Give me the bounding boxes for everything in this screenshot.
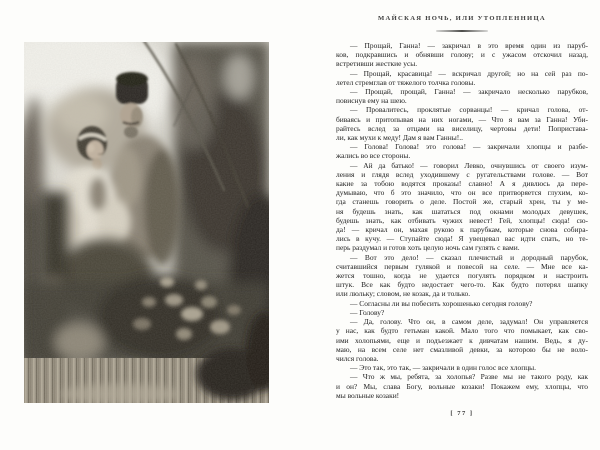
text-line: перь раздумал и готов хоть целую ночь сам гулять с вами. <box>336 243 520 253</box>
running-head: МАЙСКАЯ НОЧЬ, ИЛИ УТОПЛЕННИЦА <box>378 15 546 22</box>
text-line: летел стремглав от тяжелого толчка головы. <box>336 77 476 87</box>
text-line: — Голову? <box>350 307 385 317</box>
header-rule-ornament <box>436 30 488 32</box>
text-line: думываю, что б это значило, что он все притворяется глухим, ко- <box>336 188 588 198</box>
text-line: ления и глядя вслед уходившему с ругательствами голове. — Вот <box>336 169 588 179</box>
text-line: райтесь вслед за отцами на виселицу, чертовы дети! Попристава- <box>336 123 588 133</box>
text-line: жались во все стороны. <box>336 151 411 161</box>
illustration-painting <box>24 42 269 403</box>
text-line: штук. Все как будто недостает чего-то. Как будто потерял шапку <box>336 280 588 290</box>
text-line: маю, на всем селе нет смазливой девки, за которою бы не воло- <box>336 344 588 354</box>
illustration <box>24 42 269 403</box>
text-line: какие за тобою водятся проказы! славно! А я дивлюсь да пере- <box>336 179 588 189</box>
text-line: лись в кучу. — Ступайте сюда! Я увещевал вас идти спать, но те- <box>336 234 588 244</box>
text-line: ня будешь знать, как шататься под окнами молодых девушек, <box>336 206 588 216</box>
text-line: будешь знать, как отбивать чужих невест! Гей, хлопцы! сюда! сю- <box>336 215 588 225</box>
text-line: — Прощай, прощай, Ганна! — закричало несколько парубков, <box>350 87 588 97</box>
text-line: или люльку; словом, не козак, да и только. <box>336 289 471 299</box>
text-line: биваясь и притопывая на них ногами, — Что я вам за Ганна! Уби- <box>336 114 588 124</box>
text-line: — Да, голову. Что он, в самом деле, задумал! Он управляется <box>350 317 588 327</box>
text-line: — Вот это дело! — сказал плечистый и дородный парубок, <box>350 252 588 262</box>
text-line: — Голова! Голова! это голова! — закричали хлопцы и разбе- <box>350 142 588 152</box>
text-line: встретивши жесткие усы. <box>336 59 418 69</box>
text-line: ли, как мухи к меду! Дам я вам Ганны!.. <box>336 133 463 143</box>
text-line: считавшийся первым гулякой и повесой на селе. — Мне все ка- <box>336 261 588 271</box>
text-line: да! — кричал он, махая рукою к парубкам, которые снова собира- <box>336 225 588 235</box>
text-line: — Прощай, Ганна! — закричал в это время один из паруб- <box>350 41 588 50</box>
text-line: — Что ж мы, ребята, за холопья? Разве мы не такого роду, как <box>350 372 588 382</box>
text-line: — Это так, это так, — закричали в один голос все хлопцы. <box>350 363 537 373</box>
text-line: чился голова. <box>336 353 379 363</box>
text-line: гда станешь говорить о деле. Постой же, старый хрен, ты у ме- <box>336 197 588 207</box>
text-line: повиснув ему на шею. <box>336 96 407 106</box>
text-line: — Прощай, красавица! — вскричал другой; но на сей раз по- <box>350 68 588 78</box>
text-line: ков, подкравшись и обнявши голову; и с ужасом отскочил назад, <box>336 50 588 60</box>
page-text <box>336 41 588 400</box>
text-line: и он? Мы, слава Богу, вольные козаки! Покажем ему, хлопцы, что <box>336 381 588 391</box>
page-number: [ 77 ] <box>450 410 474 417</box>
text-line: — Согласны ли вы побесить хорошенько сегодня голову? <box>350 298 533 308</box>
text-line: у нас, как будто гетьман какой. Мало того что помыкает, как сво- <box>336 326 588 336</box>
text-line: жется тошно, когда не удается погулять порядком и настроить <box>336 271 588 281</box>
text-line: ими холопьями, еще и подъезжает к дивчатам нашим. Ведь, я ду- <box>336 335 588 345</box>
text-line: — Провалитесь, проклятые сорванцы! — кричал голова, от- <box>350 105 588 115</box>
text-line: — Ай да батько! — говорил Левко, очнувшись от своего изум- <box>350 160 588 170</box>
text-line: мы вольные козаки! <box>336 390 400 400</box>
